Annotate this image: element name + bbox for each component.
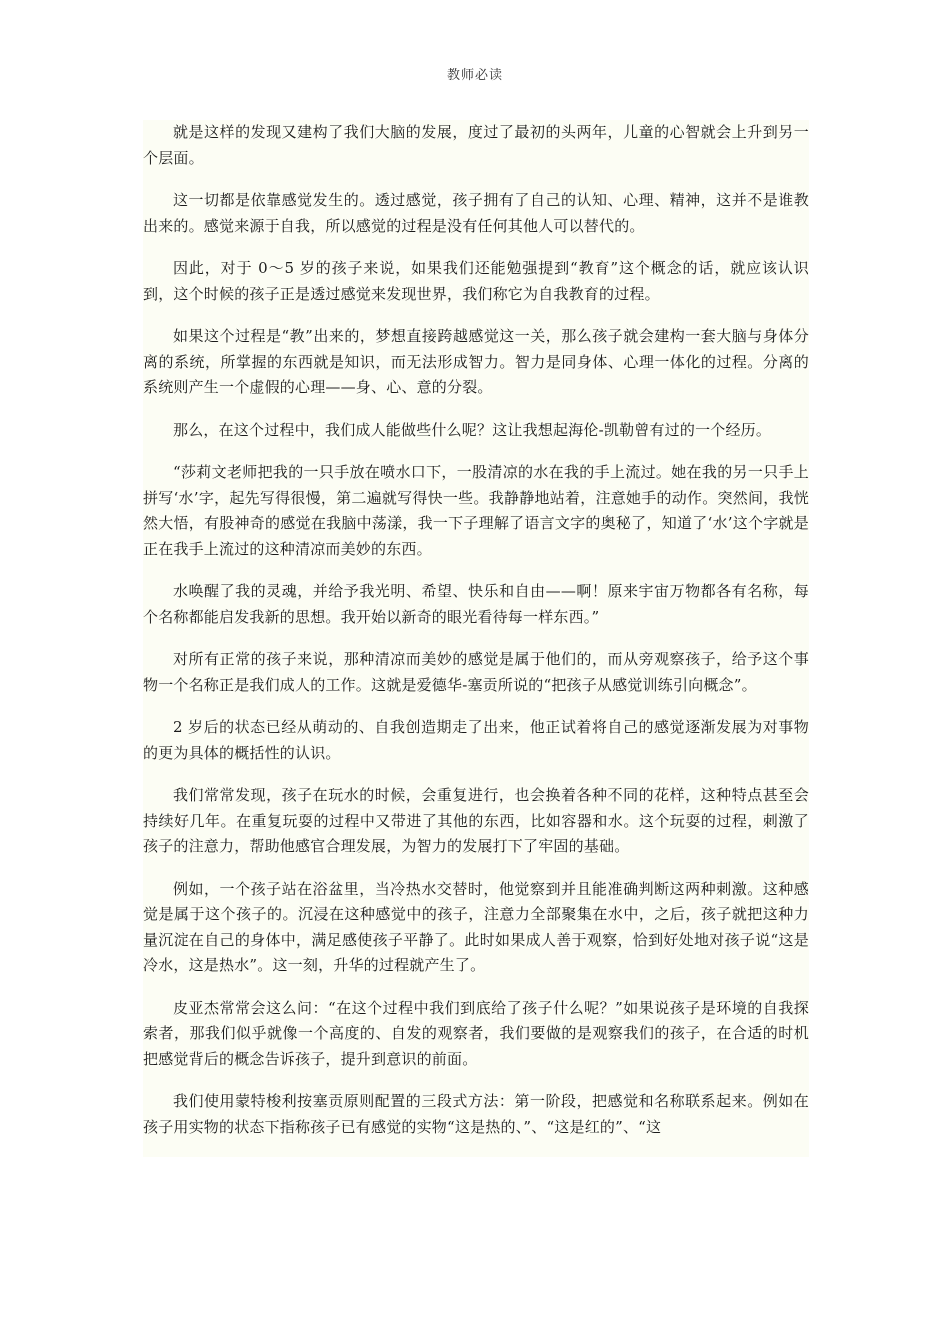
page-header: 教师必读 [446, 68, 503, 83]
paragraph-8: 对所有正常的孩子来说，那种清凉而美妙的感觉是属于他们的，而从旁观察孩子，给予这个事物一个名称正是我们成人的工作。这就是爱德华-塞贡所说的“把孩子从感觉训练引向概念”。 [143, 650, 809, 694]
paragraph-3: 因此，对于 0～5 岁的孩子来说，如果我们还能勉强提到“教育”这个概念的话，就应该认识到，这个时候的孩子正是透过感觉来发现世界，我们称它为自我教育的过程。 [143, 259, 809, 303]
paragraph-11: 例如，一个孩子站在浴盆里，当冷热水交替时，他觉察到并且能准确判断这两种刺激。这种感觉是属于这个孩子的。沉浸在这种感觉中的孩子，注意力全部聚集在水中，之后，孩子就把这种力量沉淀在自己的身体中，满足感使孩子平静了。此时如果成人善于观察，恰到好处地对孩子说“这是冷水，这是热水”。这一刻，升华的过程就产生了。 [143, 879, 809, 974]
paragraph-1: 就是这样的发现又建构了我们大脑的发展，度过了最初的头两年，儿童的心智就会上升到另一个层面。 [143, 123, 809, 167]
paragraph-7: 水唤醒了我的灵魂，并给予我光明、希望、快乐和自由——啊！原来宇宙万物都各有名称，每个名称都能启发我新的思想。我开始以新奇的眼光看待每一样东西。” [143, 582, 809, 626]
paragraph-6: “莎莉文老师把我的一只手放在喷水口下，一股清凉的水在我的手上流过。她在我的另一只手上拼写‘水’字，起先写得很慢，第二遍就写得快一些。我静静地站着，注意她手的动作。突然间，我恍然大悟，有股神奇的感觉在我脑中荡漾，我一下子理解了语言文字的奥秘了，知道了‘水’这个字就是正在我手上流过的这种清凉而美妙的东西。 [143, 463, 809, 558]
paragraph-10: 我们常常发现，孩子在玩水的时候，会重复进行，也会换着各种不同的花样，这种特点甚至会持续好几年。在重复玩耍的过程中又带进了其他的东西，比如容器和水。这个玩耍的过程，刺激了孩子的注意力，帮助他感官合理发展，为智力的发展打下了牢固的基础。 [143, 786, 809, 855]
paragraph-9: 2 岁后的状态已经从萌动的、自我创造期走了出来，他正试着将自己的感觉逐渐发展为对事物的更为具体的概括性的认识。 [143, 718, 809, 762]
paragraph-12: 皮亚杰常常会这么问：“在这个过程中我们到底给了孩子什么呢？”如果说孩子是环境的自我探索者，那我们似乎就像一个高度的、自发的观察者，我们要做的是观察我们的孩子，在合适的时机把感觉背后的概念告诉孩子，提升到意识的前面。 [143, 998, 809, 1068]
paragraph-13: 我们使用蒙特梭利按塞贡原则配置的三段式方法：第一阶段，把感觉和名称联系起来。例如在孩子用实物的状态下指称孩子已有感觉的实物“这是热的、”、“这是红的”、“这 [143, 1092, 809, 1136]
paragraph-5: 那么，在这个过程中，我们成人能做些什么呢？这让我想起海伦-凯勒曾有过的一个经历。 [173, 420, 772, 439]
article-body [143, 120, 809, 1157]
paragraph-2: 这一切都是依靠感觉发生的。透过感觉，孩子拥有了自己的认知、心理、精神，这并不是谁教出来的。感觉来源于自我，所以感觉的过程是没有任何其他人可以替代的。 [143, 191, 809, 235]
paragraph-4: 如果这个过程是“教”出来的，梦想直接跨越感觉这一关，那么孩子就会建构一套大脑与身体分离的系统，所掌握的东西就是知识，而无法形成智力。智力是同身体、心理一体化的过程。分离的系统则产生一个虚假的心理——身、心、意的分裂。 [143, 327, 809, 396]
